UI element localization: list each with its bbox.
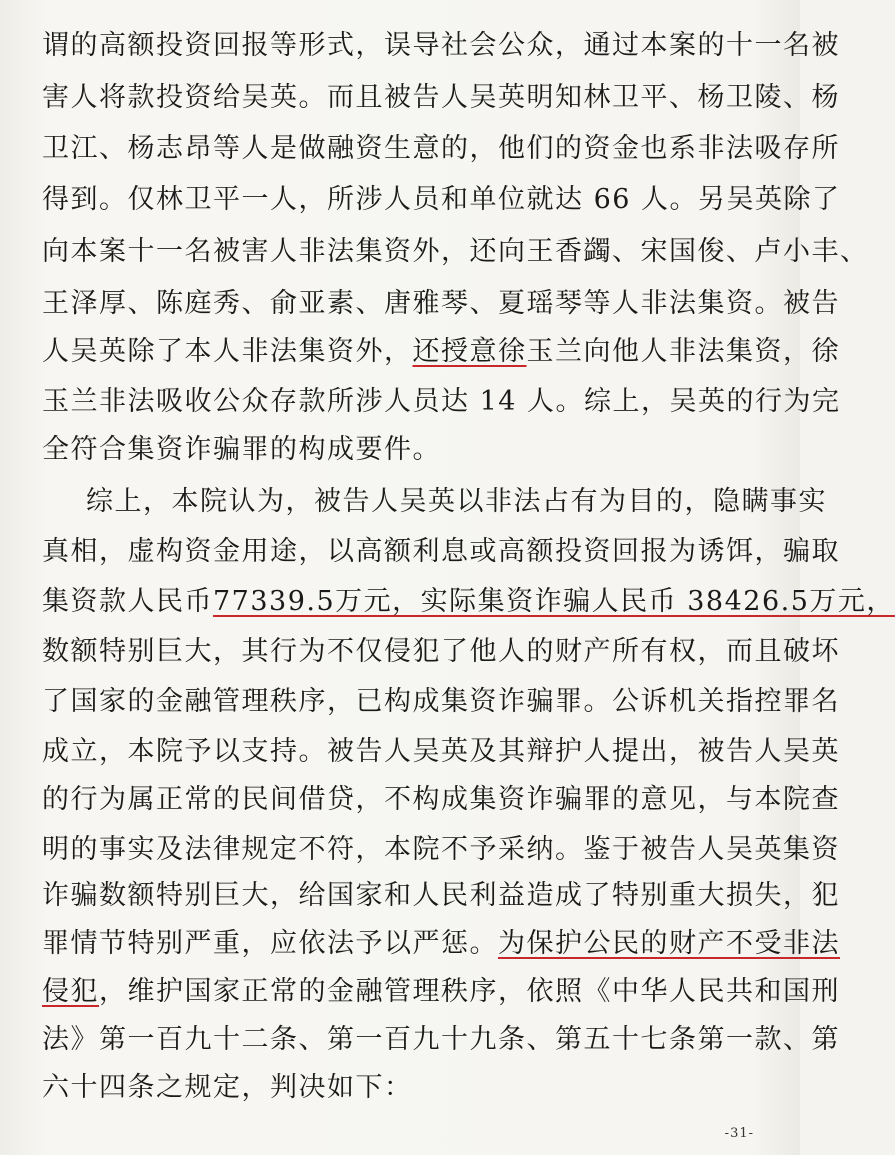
- paragraph-first-line: 综上，本院认为，被告人吴英以非法占有为目的，隐瞒事实: [86, 486, 827, 517]
- text-line: 害人将款投资给吴英。而且被告人吴英明知林卫平、杨卫陵、杨: [42, 82, 840, 113]
- text-line: 向本案十一名被害人非法集资外，还向王香蠲、宋国俊、卢小丰、: [42, 236, 869, 267]
- text-line: 卫江、杨志昂等人是做融资生意的，他们的资金也系非法吸存所: [42, 133, 840, 164]
- underlined-text: 77339.5万元，实际集资诈骗人民币 38426.5万元，: [213, 586, 895, 617]
- page-number: -31-: [724, 1126, 754, 1141]
- text-line: [42, 926, 840, 962]
- text-line: 王泽厚、陈庭秀、俞亚素、唐雅琴、夏瑶琴等人非法集资。被告: [42, 288, 840, 319]
- text-line: 数额特别巨大，其行为不仅侵犯了他人的财产所有权，而且破坏: [42, 636, 840, 667]
- text-line: 六十四条之规定，判决如下：: [42, 1072, 413, 1103]
- text-line: 明的事实及法律规定不符，本院不予采纳。鉴于被告人吴英集资: [42, 834, 840, 865]
- text-line: 谓的高额投资回报等形式，误导社会公众，通过本案的十一名被: [42, 30, 840, 61]
- text-segment: ，维护国家正常的金融管理秩序，依照《中华人民共和国刑: [99, 976, 840, 1007]
- text-line: 得到。仅林卫平一人，所涉人员和单位就达 66 人。另吴英除了: [42, 184, 841, 215]
- text-segment: 玉兰向他人非法集资，徐: [526, 336, 840, 367]
- text-line: 玉兰非法吸收公众存款所涉人员达 14 人。综上，吴英的行为完: [42, 386, 841, 417]
- text-line: [42, 334, 840, 370]
- text-line: 成立，本院予以支持。被告人吴英及其辩护人提出，被告人吴英: [42, 736, 840, 767]
- underlined-text: 为保护公民的财产不受非法: [498, 928, 840, 959]
- underlined-text: 侵犯: [42, 976, 99, 1007]
- text-line: [42, 584, 895, 620]
- text-line: 诈骗数额特别巨大，给国家和人民利益造成了特别重大损失，犯: [42, 880, 840, 911]
- text-segment: 集资款人民币: [42, 586, 213, 617]
- text-line: 真相，虚构资金用途，以高额利息或高额投资回报为诱饵，骗取: [42, 536, 840, 567]
- text-line: 的行为属正常的民间借贷，不构成集资诈骗罪的意见，与本院查: [42, 784, 840, 815]
- text-segment: 罪情节特别严重，应依法予以严惩。: [42, 928, 498, 959]
- text-segment: 人吴英除了本人非法集资外，: [42, 336, 413, 367]
- text-line: [42, 974, 840, 1010]
- underlined-text: 还授意徐: [412, 336, 527, 367]
- text-line: 法》第一百九十二条、第一百九十九条、第五十七条第一款、第: [42, 1024, 840, 1055]
- text-line: 全符合集资诈骗罪的构成要件。: [42, 434, 441, 465]
- text-line: 了国家的金融管理秩序，已构成集资诈骗罪。公诉机关指控罪名: [42, 686, 840, 717]
